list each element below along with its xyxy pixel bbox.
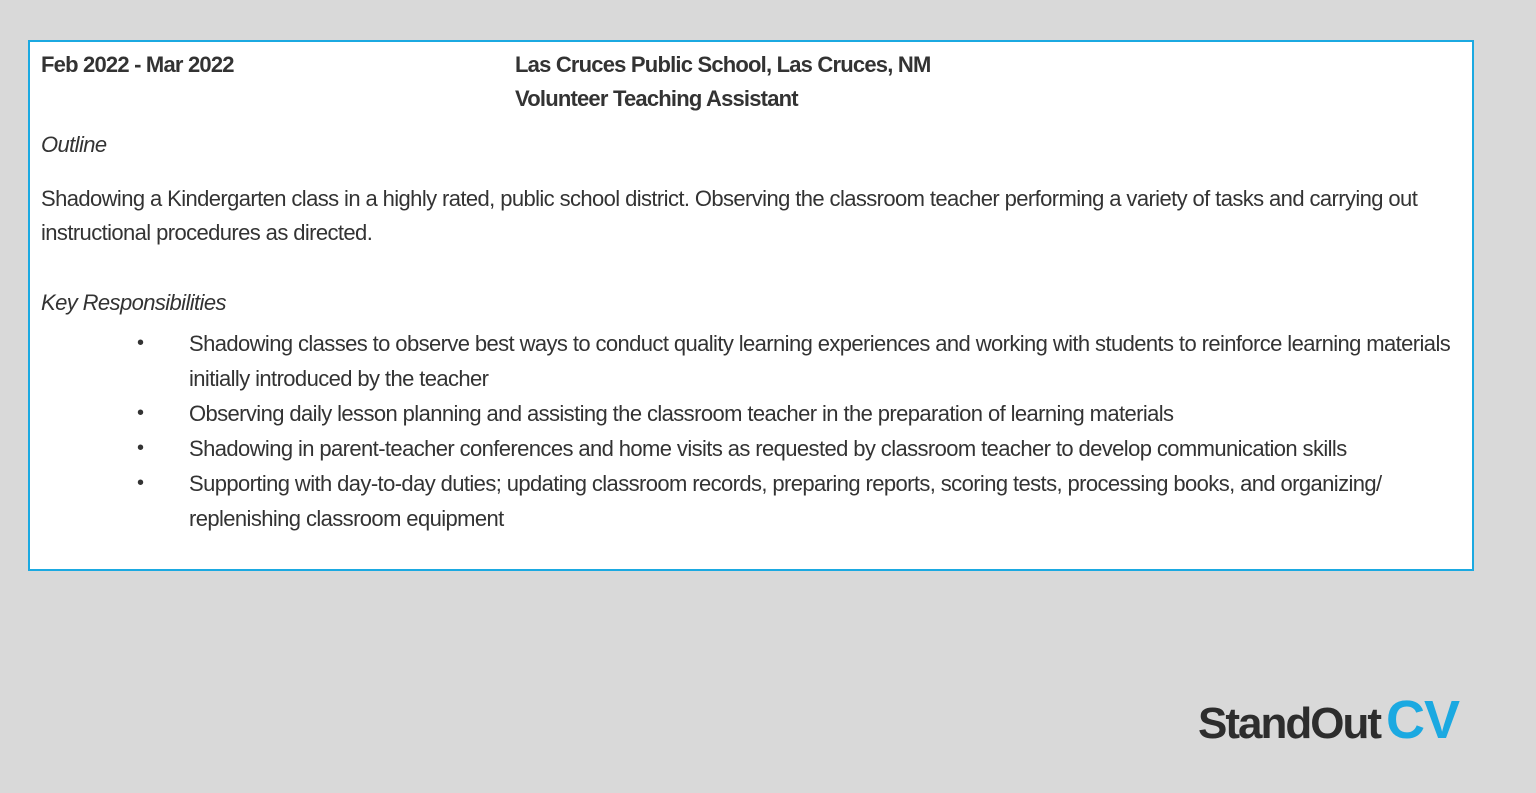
list-item bbox=[41, 396, 1466, 431]
bullet-icon: • bbox=[137, 332, 144, 354]
responsibility-text: Shadowing in parent-teacher conferences and home visits as requested by classroom teacher to develop communication skills bbox=[189, 436, 1347, 461]
list-item bbox=[41, 466, 1466, 536]
responsibilities-heading: Key Responsibilities bbox=[41, 290, 226, 315]
entry-organization: Las Cruces Public School, Las Cruces, NM bbox=[515, 52, 931, 77]
entry-header bbox=[41, 48, 1462, 118]
logo-text-standout: StandOut bbox=[1198, 699, 1380, 748]
entry-role: Volunteer Teaching Assistant bbox=[515, 86, 798, 111]
outline-text: Shadowing a Kindergarten class in a highly rated, public school district. Observing the classroom teacher performing a variety of tasks and carrying out instructional procedures as directed. bbox=[41, 186, 1418, 245]
outline-heading: Outline bbox=[41, 132, 107, 157]
responsibility-text: Observing daily lesson planning and assisting the classroom teacher in the preparation of learning materials bbox=[189, 401, 1174, 426]
responsibility-text: Shadowing classes to observe best ways to conduct quality learning experiences and working with students to reinforce learning materials initially introduced by the teacher bbox=[189, 331, 1451, 391]
experience-card bbox=[28, 40, 1474, 571]
bullet-icon: • bbox=[137, 402, 144, 424]
bullet-icon: • bbox=[137, 437, 144, 459]
list-item bbox=[41, 431, 1466, 466]
logo-text-cv: CV bbox=[1385, 690, 1459, 750]
bullet-icon: • bbox=[137, 472, 144, 494]
list-item bbox=[41, 326, 1466, 396]
responsibility-text: Supporting with day-to-day duties; updating classroom records, preparing reports, scoring tests, processing books, and organizing/ replenishing classroom equipment bbox=[189, 471, 1382, 531]
standout-cv-logo bbox=[1198, 690, 1459, 754]
experience-entry bbox=[41, 42, 1462, 569]
entry-dates: Feb 2022 - Mar 2022 bbox=[41, 52, 234, 77]
responsibilities-list bbox=[41, 326, 1466, 536]
